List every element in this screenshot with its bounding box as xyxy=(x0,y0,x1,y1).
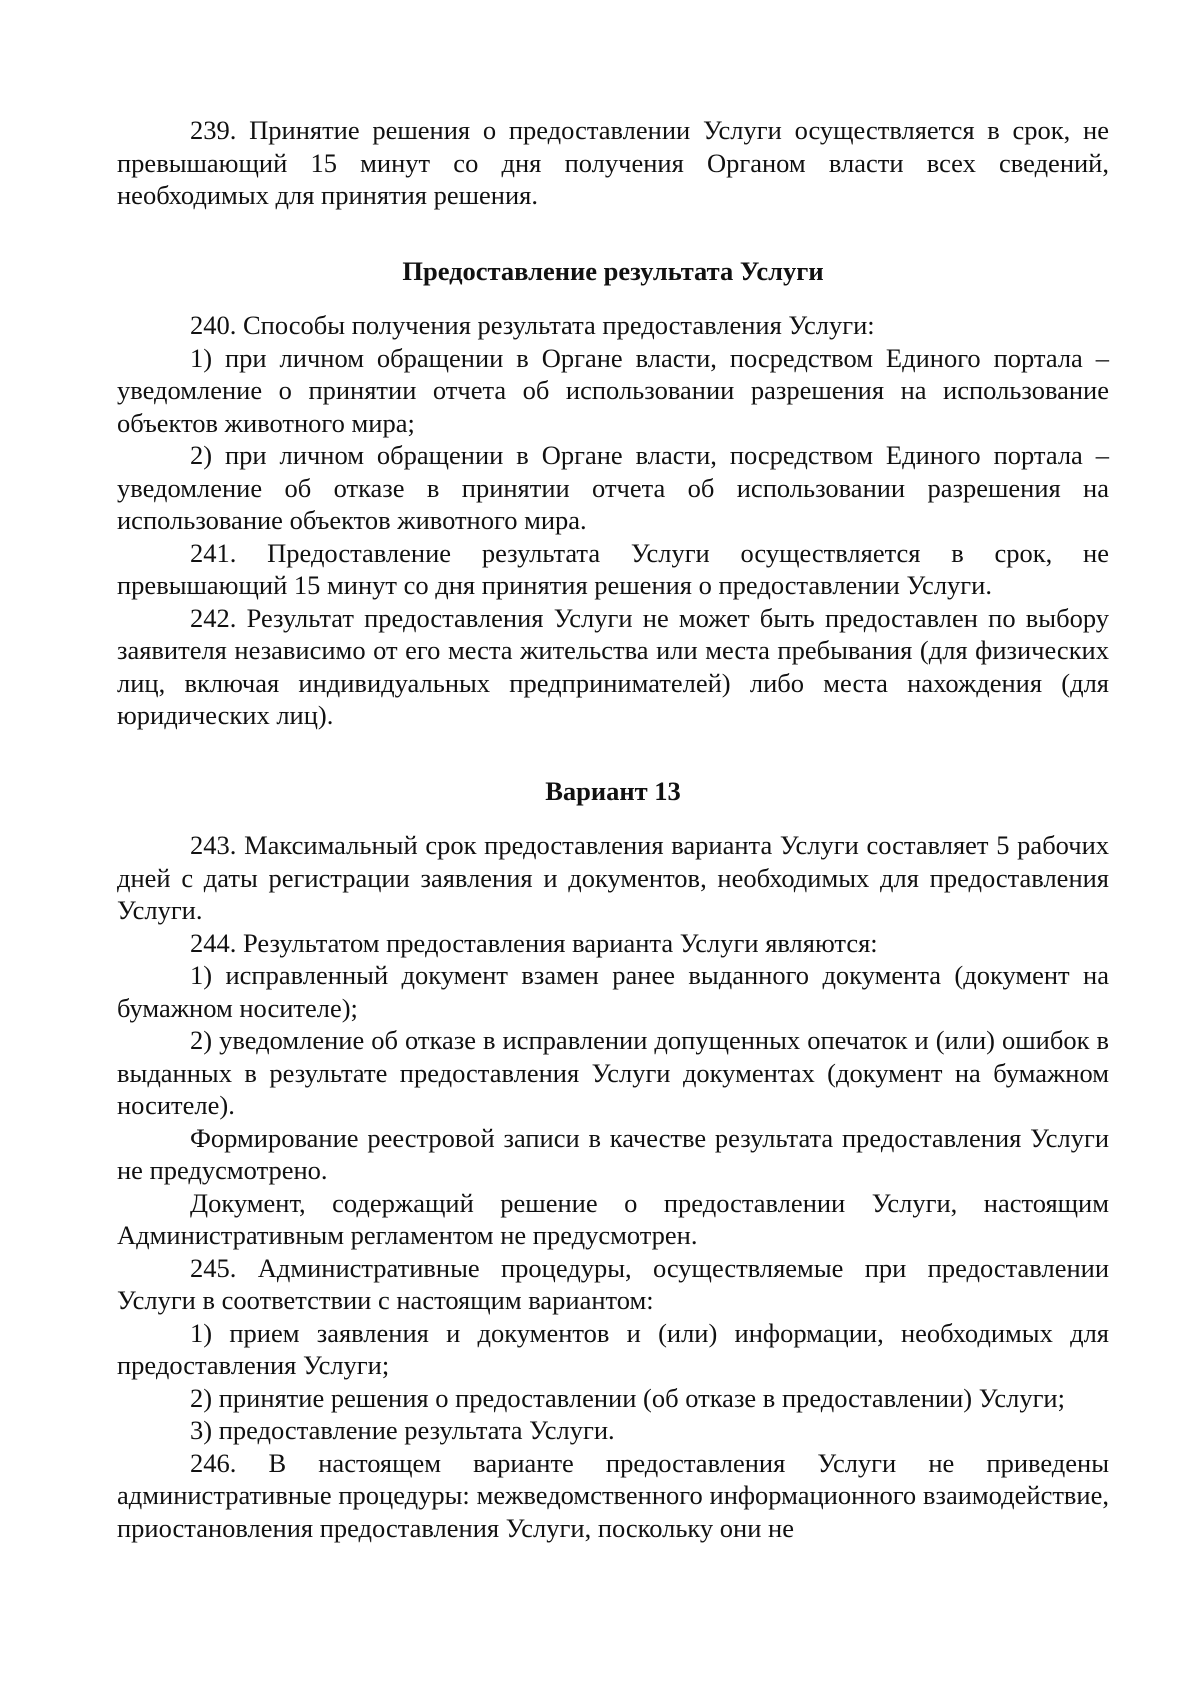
section-heading-result: Предоставление результата Услуги xyxy=(402,255,824,286)
paragraph-243: 243. Максимальный срок предоставления варианта Услуги составляет 5 рабочих дней с даты регистрации заявления и документов, необходимых для предоставления Услуги. xyxy=(117,830,1109,925)
section-heading-variant: Вариант 13 xyxy=(545,775,681,806)
paragraph-240-item-1: 1) при личном обращении в Органе власти, посредством Единого портала – уведомление о принятии отчета об использовании разрешения на использование объектов животного мира; xyxy=(117,342,1109,438)
paragraph-245-item-1: 1) прием заявления и документов и (или) информации, необходимых для предоставления Услуги; xyxy=(117,1317,1109,1380)
paragraph-245: 245. Административные процедуры, осуществляемые при предоставлении Услуги в соответствии с настоящим вариантом: xyxy=(117,1252,1109,1315)
paragraph-242: 242. Результат предоставления Услуги не может быть предоставлен по выбору заявителя независимо от его места жительства или места пребывания (для физических лиц, включая индивидуальных предпринимателей) либо места нахождения (для юридических лиц). xyxy=(117,602,1109,730)
paragraph-244-item-2: 2) уведомление об отказе в исправлении допущенных опечаток и (или) ошибок в выданных в результате предоставления Услуги документах (документ на бумажном носителе). xyxy=(117,1025,1109,1120)
document-page xyxy=(117,114,1109,1544)
paragraph-245-item-2: 2) принятие решения о предоставлении (об отказе в предоставлении) Услуги; xyxy=(190,1382,1065,1413)
paragraph-245-item-3: 3) предоставление результата Услуги. xyxy=(190,1415,615,1445)
paragraph-240-item-2: 2) при личном обращении в Органе власти, посредством Единого портала – уведомление об отказе в принятии отчета об использовании разрешения на использование объектов животного мира. xyxy=(117,440,1109,535)
paragraph-239: 239. Принятие решения о предоставлении Услуги осуществляется в срок, не превышающий 15 минут со дня получения Органом власти всех сведений, необходимых для принятия решения. xyxy=(117,115,1109,210)
paragraph-244-document: Документ, содержащий решение о предоставлении Услуги, настоящим Административным регламентом не предусмотрен. xyxy=(117,1187,1109,1250)
paragraph-244-registry: Формирование реестровой записи в качестве результата предоставления Услуги не предусмотрено. xyxy=(117,1122,1109,1185)
paragraph-244: 244. Результатом предоставления варианта Услуги являются: xyxy=(190,927,878,958)
paragraph-241: 241. Предоставление результата Услуги осуществляется в срок, не превышающий 15 минут со дня принятия решения о предоставлении Услуги. xyxy=(117,537,1109,600)
paragraph-240: 240. Способы получения результата предоставления Услуги: xyxy=(190,310,875,340)
paragraph-244-item-1: 1) исправленный документ взамен ранее выданного документа (документ на бумажном носителе); xyxy=(117,960,1109,1023)
paragraph-246: 246. В настоящем варианте предоставления Услуги не приведены административные процедуры: межведомственного информационного взаимодействие, приостановления предоставления Услуги, поскольку они не xyxy=(117,1447,1109,1543)
